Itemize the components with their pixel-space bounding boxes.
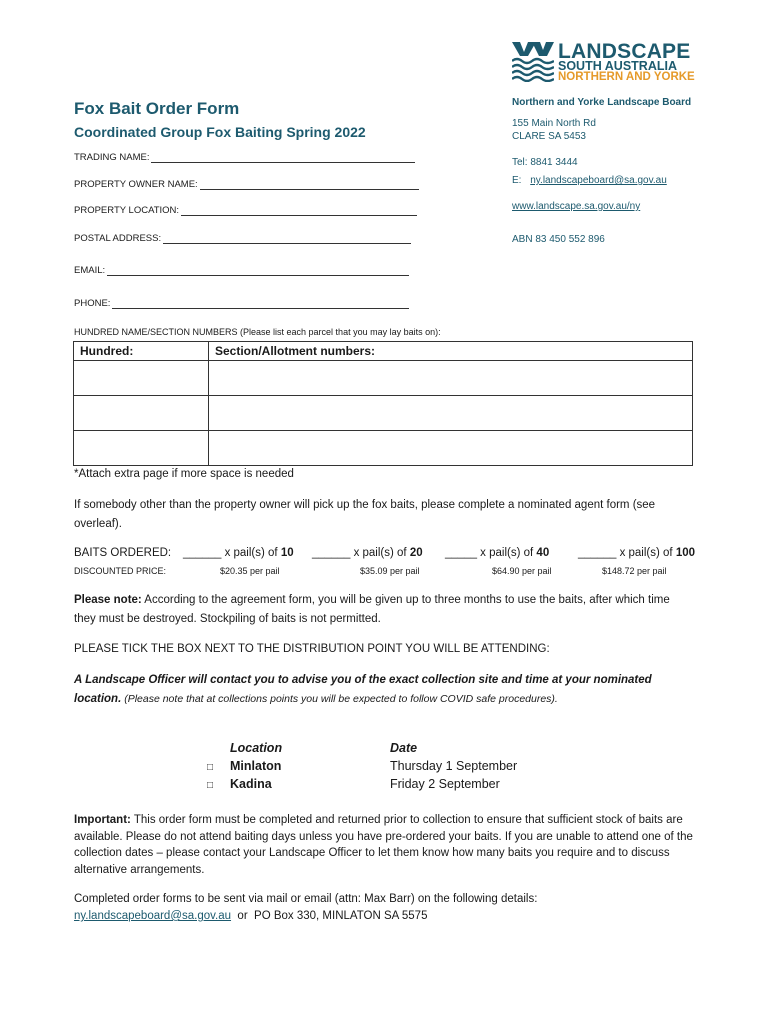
table-row	[74, 431, 693, 466]
agent-note: If somebody other than the property owner will pick up the fox baits, please complete a nominated agent form (see overleaf).	[74, 499, 656, 530]
table-cell-hundred[interactable]	[74, 396, 209, 431]
completed-text: Completed order forms to be sent via mail or email (attn: Max Barr) on the following details:	[74, 893, 538, 905]
board-website-row	[512, 201, 640, 212]
bait-option-100-text: ______ x pail(s) of	[578, 547, 676, 559]
please-note-text: According to the agreement form, you will be given up to three months to use the baits, after which time they must be destroyed. Stockpiling of baits is not permitted.	[74, 594, 670, 625]
owner-name-field[interactable]	[74, 179, 419, 190]
price-20: $35.09 per pail	[360, 566, 420, 576]
owner-name-label: PROPERTY OWNER NAME:	[74, 179, 198, 190]
email-field-line[interactable]	[107, 266, 409, 276]
board-abn: ABN 83 450 552 896	[512, 234, 605, 245]
baits-ordered-row	[74, 547, 704, 563]
bait-option-20-text: ______ x pail(s) of	[312, 547, 410, 559]
completed-note	[74, 891, 694, 925]
table-cell-section[interactable]	[209, 396, 693, 431]
table-cell-section[interactable]	[209, 431, 693, 466]
date-header: Date	[390, 741, 418, 755]
officer-note-bold: A Landscape Officer will contact you to advise you of the exact collection site and time at your nominated location.	[74, 674, 652, 705]
important-note	[74, 812, 694, 878]
email-field-label: EMAIL:	[74, 265, 106, 276]
email-label: E:	[512, 175, 522, 186]
logo-text-landscape: LANDSCAPE	[558, 40, 691, 63]
email-field[interactable]	[74, 265, 409, 276]
attach-note: *Attach extra page if more space is needed	[74, 468, 294, 480]
bait-option-20-qty: 20	[409, 547, 423, 559]
board-street: 155 Main North Rd	[512, 118, 596, 129]
table-cell-hundred[interactable]	[74, 431, 209, 466]
bait-option-40-qty: 40	[536, 547, 550, 559]
logo-text-south-australia: SOUTH AUSTRALIA	[558, 59, 677, 73]
discounted-price-label: DISCOUNTED PRICE:	[74, 566, 167, 576]
price-10: $20.35 per pail	[220, 566, 280, 576]
completed-post: or PO Box 330, MINLATON SA 5575	[231, 910, 428, 922]
board-website-link[interactable]: www.landscape.sa.gov.au/ny	[512, 201, 641, 212]
bait-option-100[interactable]	[578, 547, 695, 559]
table-header-section: Section/Allotment numbers:	[209, 342, 693, 361]
table-header-row	[74, 342, 693, 361]
bait-option-40-text: _____ x pail(s) of	[445, 547, 537, 559]
officer-note	[74, 671, 694, 709]
board-email-link[interactable]: ny.landscapeboard@sa.gov.au	[530, 175, 667, 186]
bait-option-20[interactable]	[312, 547, 423, 559]
owner-name-line[interactable]	[200, 180, 419, 190]
property-location-field[interactable]	[74, 205, 417, 216]
important-text: This order form must be completed and returned prior to collection to ensure that sufficient stock of baits are available. Please do not attend baiting days unless you have pre-ordered your baits. If you are unable to attend one of the collection dates – please contact your Landscape Officer to let them know how many baits you require and to discuss alternative arrangements.	[74, 814, 693, 876]
bait-option-100-qty: 100	[675, 547, 695, 559]
trading-name-field[interactable]	[74, 152, 415, 163]
bait-option-10-text: ______ x pail(s) of	[183, 547, 281, 559]
property-location-label: PROPERTY LOCATION:	[74, 205, 180, 216]
table-cell-hundred[interactable]	[74, 361, 209, 396]
checkbox-minlaton[interactable]: □	[207, 762, 214, 773]
date-minlaton: Thursday 1 September	[390, 759, 518, 773]
hundred-section-table	[73, 341, 693, 466]
property-location-line[interactable]	[181, 206, 417, 216]
baits-ordered-label: BAITS ORDERED:	[74, 547, 172, 559]
bait-option-10[interactable]	[183, 547, 294, 559]
logo-text-northern-yorke: NORTHERN AND YORKE	[558, 71, 695, 83]
location-kadina: Kadina	[230, 777, 272, 791]
bait-option-40[interactable]	[445, 547, 549, 559]
form-subtitle: Coordinated Group Fox Baiting Spring 2022	[74, 124, 366, 140]
price-100: $148.72 per pail	[602, 566, 667, 576]
postal-address-label: POSTAL ADDRESS:	[74, 233, 162, 244]
board-town: CLARE SA 5453	[512, 131, 586, 142]
postal-address-line[interactable]	[163, 234, 411, 244]
officer-note-italic: (Please note that at collections points you will be expected to follow COVID safe procedures).	[121, 693, 558, 705]
phone-field[interactable]	[74, 298, 409, 309]
discounted-price-row	[74, 566, 704, 580]
table-row	[74, 396, 693, 431]
postal-address-field[interactable]	[74, 233, 411, 244]
location-header: Location	[230, 741, 283, 755]
bait-option-10-qty: 10	[280, 547, 294, 559]
important-bold: Important:	[74, 814, 131, 826]
location-minlaton: Minlaton	[230, 759, 282, 773]
completed-email-link[interactable]: ny.landscapeboard@sa.gov.au	[74, 910, 232, 922]
price-40: $64.90 per pail	[492, 566, 552, 576]
waves-logo-icon	[512, 42, 554, 82]
please-note	[74, 591, 694, 629]
landscape-sa-logo	[512, 42, 702, 84]
trading-name-label: TRADING NAME:	[74, 152, 150, 163]
board-name: Northern and Yorke Landscape Board	[512, 97, 692, 108]
please-note-bold: Please note:	[74, 594, 142, 606]
completed-contact	[74, 908, 694, 925]
table-header-hundred: Hundred:	[74, 342, 209, 361]
table-cell-section[interactable]	[209, 361, 693, 396]
phone-field-line[interactable]	[112, 299, 409, 309]
checkbox-kadina[interactable]: □	[207, 780, 214, 791]
tick-instruction: PLEASE TICK THE BOX NEXT TO THE DISTRIBUTION POINT YOU WILL BE ATTENDING:	[74, 643, 550, 655]
board-tel: Tel: 8841 3444	[512, 157, 578, 168]
table-row	[74, 361, 693, 396]
trading-name-line[interactable]	[151, 153, 415, 163]
board-email-row	[512, 175, 667, 186]
form-title: Fox Bait Order Form	[74, 99, 240, 118]
hundred-instruction: HUNDRED NAME/SECTION NUMBERS (Please list each parcel that you may lay baits on):	[74, 327, 441, 337]
phone-field-label: PHONE:	[74, 298, 111, 309]
date-kadina: Friday 2 September	[390, 777, 500, 791]
